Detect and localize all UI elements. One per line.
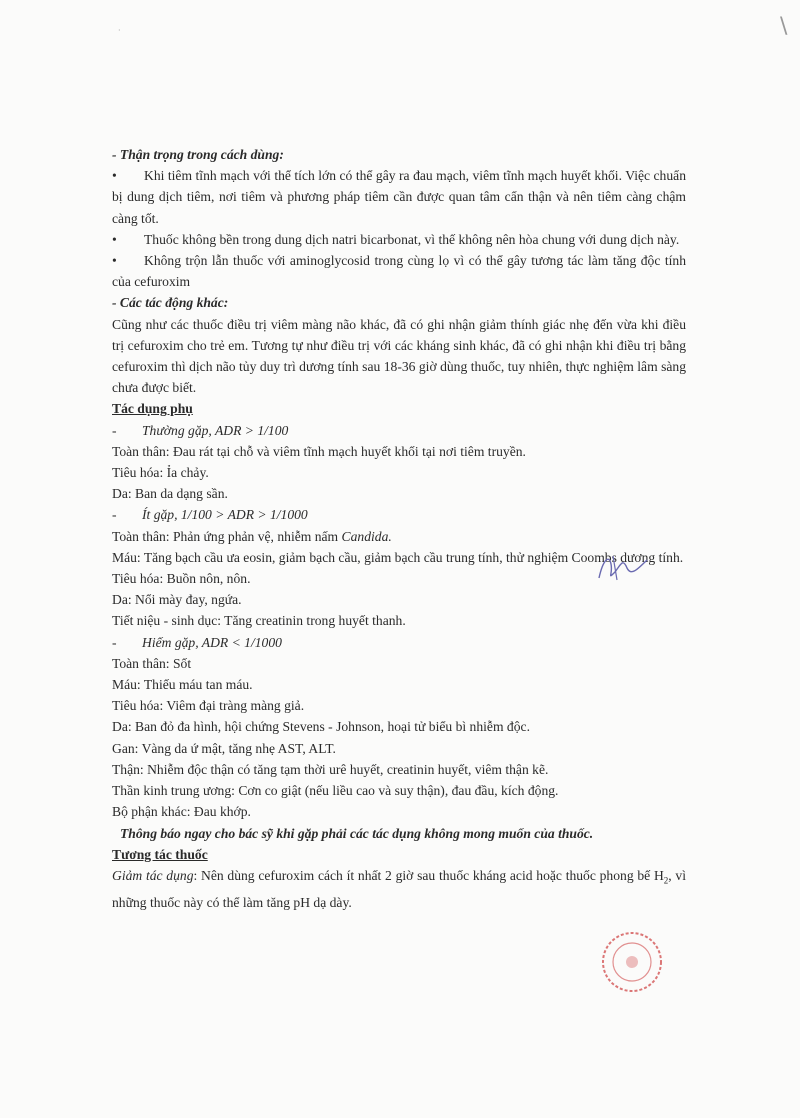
side-effect-line: Toàn thân: Phản ứng phản vệ, nhiễm nấm Candida. (112, 528, 392, 544)
side-effect-line: Máu: Tăng bạch cầu ưa eosin, giảm bạch cầu, giảm bạch cầu trung tính, thử nghiệm Coombs dương tính. (112, 549, 684, 565)
side-effect-line: Toàn thân: Sốt (112, 655, 192, 671)
side-effect-line: Thần kinh trung ương: Cơn co giật (nếu liều cao và suy thận), đau đầu, kích động. (112, 783, 559, 799)
side-effect-line: Tiêu hóa: Buồn nôn, nôn. (112, 571, 251, 587)
side-effect-line: Da: Nổi mày đay, ngứa. (112, 592, 242, 608)
signature-mark (593, 550, 649, 586)
frequency-heading-common: - Thường gặp, ADR > 1/100 (112, 420, 686, 441)
side-effect-line: Máu: Thiếu máu tan máu. (112, 677, 253, 693)
dash-icon: - (112, 507, 117, 523)
side-effect-line: Thận: Nhiễm độc thận có tăng tạm thời urê huyết, creatinin huyết, viêm thận kẽ. (112, 761, 549, 777)
bullet-icon: • (112, 168, 117, 184)
scan-mark: \ (780, 14, 788, 39)
side-effect-line: Tiêu hóa: Viêm đại tràng màng giả. (112, 698, 305, 714)
side-effect-line: Bộ phận khác: Đau khớp. (112, 804, 251, 820)
side-effects-heading: Tác dụng phụ (112, 401, 193, 417)
company-stamp (600, 930, 664, 994)
side-effect-line: Tiết niệu - sinh dục: Tăng creatinin trong huyết thanh. (112, 613, 406, 629)
interactions-heading: Tương tác thuốc (112, 846, 208, 862)
side-effect-line: Gan: Vàng da ứ mật, tăng nhẹ AST, ALT. (112, 740, 336, 756)
notify-doctor-note: Thông báo ngay cho bác sỹ khi gặp phải các tác dụng không mong muốn của thuốc. (120, 825, 594, 841)
bullet-icon: • (112, 253, 117, 269)
dash-icon: - (112, 634, 117, 650)
bullet-icon: • (112, 231, 117, 247)
frequency-heading-uncommon: - Ít gặp, 1/100 > ADR > 1/1000 (112, 504, 686, 525)
caution-heading: - Thận trọng trong cách dùng: (112, 147, 284, 162)
document-body (112, 144, 686, 913)
side-effect-line: Da: Ban da dạng sần. (112, 486, 228, 502)
frequency-heading-rare: - Hiếm gặp, ADR < 1/1000 (112, 632, 686, 653)
side-effect-line: Toàn thân: Đau rát tại chỗ và viêm tĩnh mạch huyết khối tại nơi tiêm truyền. (112, 443, 526, 459)
dash-icon: - (112, 422, 117, 438)
interaction-text: Giảm tác dụng: Nên dùng cefuroxim cách ít nhất 2 giờ sau thuốc kháng acid hoặc thuốc phong bế $H_2$, vì những thuốc này có thể làm tăng pH dạ dày. (112, 867, 686, 910)
caution-item: • Không trộn lẫn thuốc với aminoglycosid trong cùng lọ vì có thể gây tương tác làm tăng độc tính của cefuroxim (112, 250, 686, 292)
side-effect-line: Da: Ban đỏ đa hình, hội chứng Stevens - Johnson, hoại tử biểu bì nhiễm độc. (112, 719, 530, 735)
caution-item: • Khi tiêm tĩnh mạch với thể tích lớn có thể gây ra đau mạch, viêm tĩnh mạch huyết khối. Việc chuẩn bị dung dịch tiêm, nơi tiêm và phương pháp tiêm cần được quan tâm cẩn thận và nên tiêm càng chậm càng tốt. (112, 165, 686, 229)
scan-dot: · (118, 26, 121, 35)
side-effect-line: Tiêu hóa: Ỉa chảy. (112, 465, 209, 481)
other-effects-heading: - Các tác động khác: (112, 295, 229, 311)
other-effects-text: Cũng như các thuốc điều trị viêm màng não khác, đã có ghi nhận giảm thính giác nhẹ đến vừa khi điều trị cefuroxim cho trẻ em. Tương tự như điều trị với các kháng sinh khác, đã có ghi nhận khi điều trị bằng cefuroxim thì dịch não tủy duy trì dương tính sau 18-36 giờ dùng thuốc, tuy nhiên, thực nghiệm lâm sàng chưa được biết. (112, 316, 686, 396)
caution-item: • Thuốc không bền trong dung dịch natri bicarbonat, vì thế không nên hòa chung với dung dịch này. (112, 229, 686, 250)
